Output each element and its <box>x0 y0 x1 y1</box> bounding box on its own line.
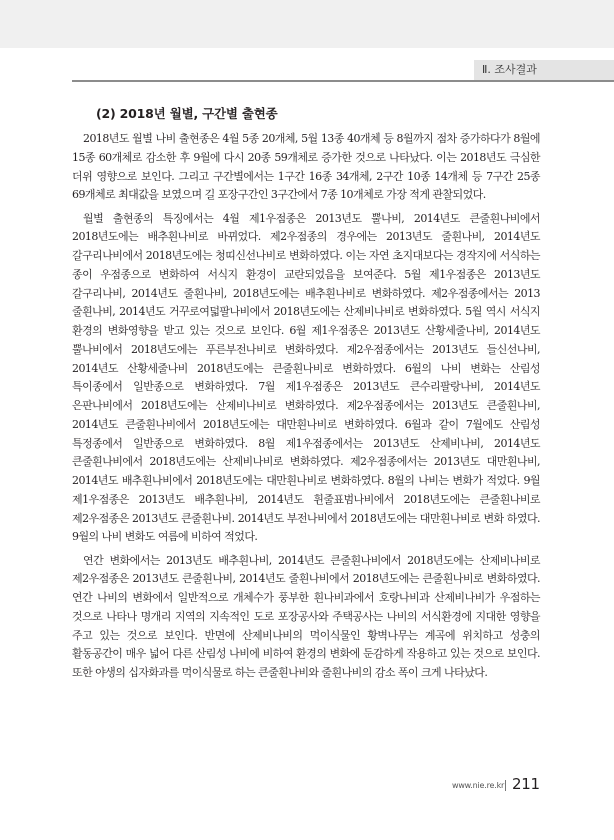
paragraph-1: 2018년도 월별 나비 출현종은 4월 5종 20개체, 5월 13종 40개체 등 8월까지 점차 증가하다가 8월에 15종 60개체로 감소한 후 9월에 다시 20종 59개체로 증가한 것으로 나타났다. 이는 2018년도 극심한 더위 영향으로 보인다. 그리고 구간별에서는 1구간 16종 34개체, 2구간 10종 14개체 등 7구간 25종 69개체로 최대값을 보였으며 길 포장구간인 3구간에서 7종 10개체로 가장 적게 관찰되었다. <box>72 132 540 202</box>
body-text <box>72 130 540 687</box>
page-number: 211 <box>512 775 540 793</box>
header-rule <box>72 80 614 82</box>
top-band <box>0 0 614 48</box>
footer-separator <box>505 780 506 791</box>
paragraph-2: 월별 출현종의 특징에서는 4월 제1우점종은 2013년도 뿔나비, 2014년도 큰줄흰나비에서 2018년도에는 배추흰나비로 바뀌었다. 제2우점종의 경우에는 2013년도 줄흰나비, 2014년도 갈구리나비에서 2018년도에는 청띠신선나비로 변화하였다. 이는 자연 초지대보다는 경작지에 서식하는 종이 우점종으로 변화하여 서식지 환경이 교란되었음을 보여준다. 5월 제1우점종은 2013년도 갈구리나비, 2014년도 줄흰나비, 2018년도에는 배추흰나비로 변화하였다. 제2우점종에서는 2013 줄흰나비, 2014년도 거꾸로여덟팔나비에서 2018년도에는 산제비나비로 변화하였다. 5월 역시 서식지 환경의 변화영향을 받고 있는 것으로 보인다. 6월 제1우점종은 2013년도 산황세줄나비, 2014년도 뿔나비에서 2018년도에는 푸른부전나비로 변화하였다. 제2우점종에서는 2013년도 들신선나비, 2014년도 산황세줄나비 2018년도에는 큰줄흰나비로 변화하였다. 6월의 나비 변화는 산림성 특이종에서 일반종으로 변화하였다. 7월 제1우점종은 2013년도 큰수리팔랑나비, 2014년도 은판나비에서 2018년도에는 산제비나비로 변화하였다. 제2우점종에서는 2013년도 큰줄흰나비, 2014년도 큰줄흰나비에서 2018년도에는 대만흰나비로 변화하였다. 6월과 같이 7월에도 산림성 특정종에서 일반종으로 변화하였다. 8월 제1우점종에서는 2013년도 산제비나비, 2014년도 큰줄흰나비에서 2018년도에는 산제비나비로 변화하였다. 제2우점종에서는 2013년도 대만흰나비, 2014년도 배추흰나비에서 2018년도에는 대만흰나비로 변화하였다. 8월의 나비는 변화가 적었다. 9월 제1우점종은 2013년도 배추흰나비, 2014년도 휜줄표범나비에서 2018년도에는 큰줄흰나비로 제2우점종은 2013년도 큰줄흰나비. 2014년도 부전나비에서 2018년도에는 대만흰나비로 변화 하였다. 9월의 나비 변화도 여름에 비하여 적었다. <box>72 211 540 544</box>
footer-url: www.nie.re.kr <box>452 781 505 790</box>
section-heading: (2) 2018년 월별, 구간별 출현종 <box>96 106 278 121</box>
paragraph-3: 연간 변화에서는 2013년도 배추흰나비, 2014년도 큰줄흰나비에서 2018년도에는 산제비나비로 제2우점종은 2013년도 큰줄흰나비, 2014년도 줄흰나비에서 2018년도에는 큰줄흰나비로 변화하였다. 연간 나비의 변화에서 일반적으로 개체수가 풍부한 흰나비과에서 호랑나비과 산제비나비가 우점하는 것으로 나타나 명개리 지역의 지속적인 도로 포장공사와 주택공사는 나비의 서식환경에 지대한 영향을 주고 있는 것으로 보인다. 반면에 산제비나비의 먹이식물인 황벽나무는 계곡에 위치하고 성충의 활동공간이 매우 넓어 다른 산림성 나비에 비하여 환경의 변화에 둔감하게 작용하고 있는 것으로 보인다. 또한 야생의 십자화과를 먹이식물로 하는 큰줄흰나비와 줄흰나비의 감소 폭이 크게 나타났다. <box>72 553 540 679</box>
running-header-label: Ⅱ. 조사결과 <box>482 63 537 76</box>
